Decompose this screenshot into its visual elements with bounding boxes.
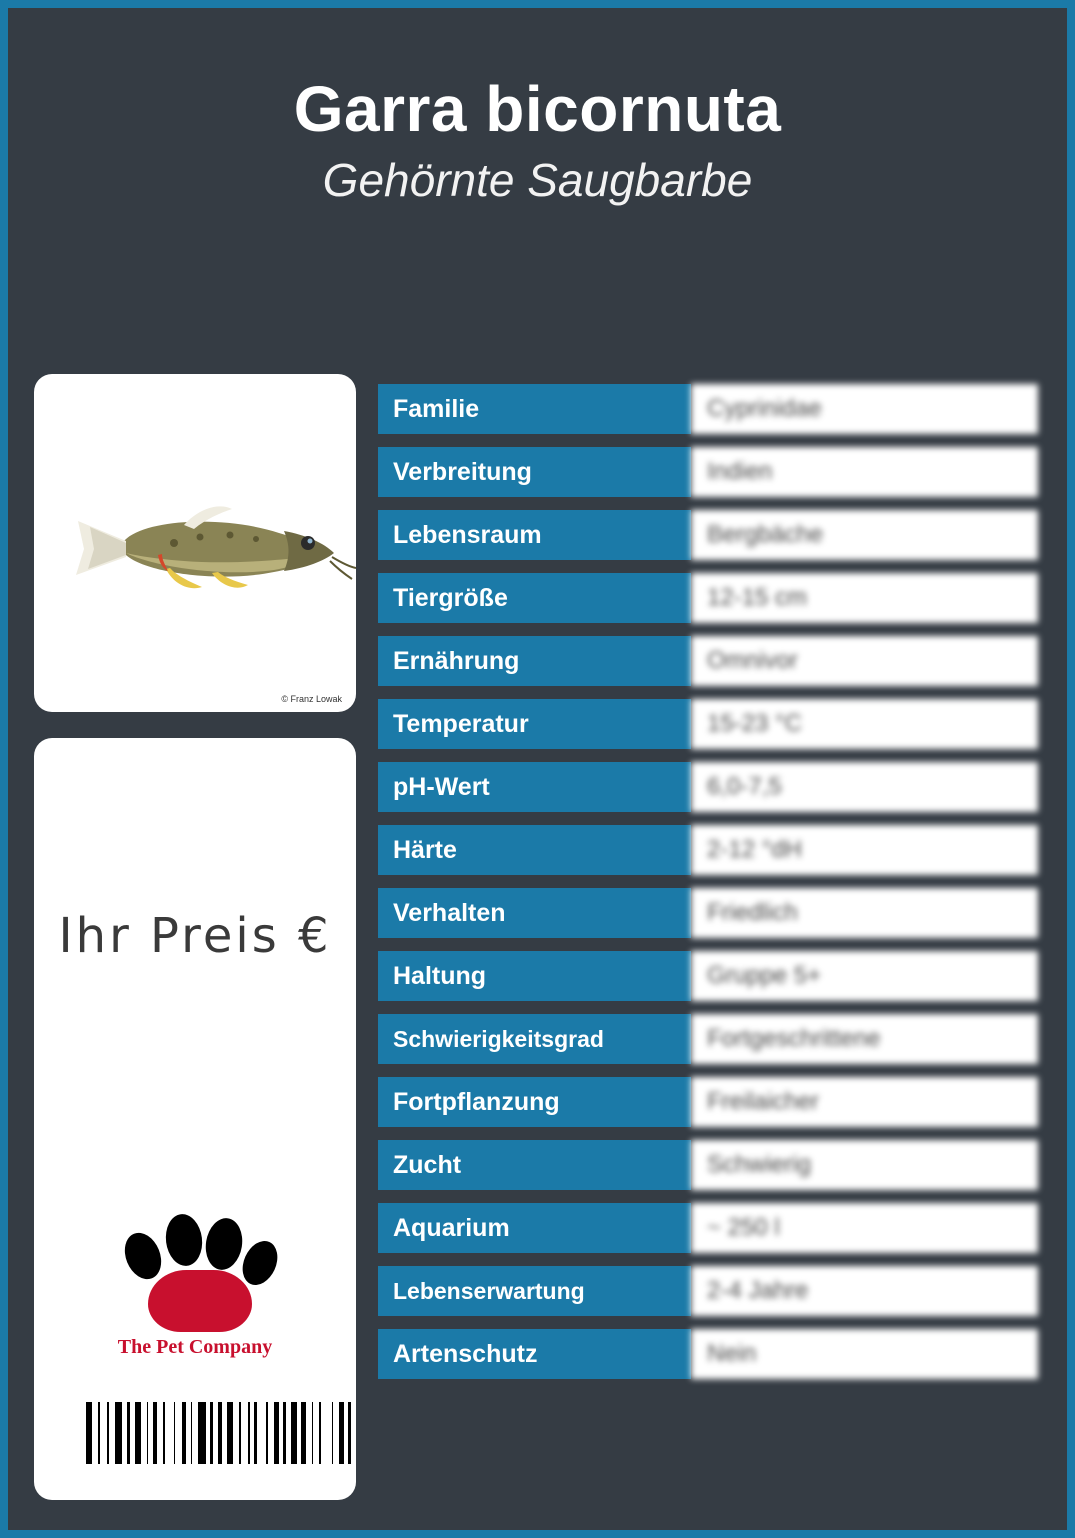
left-column [34,374,356,1500]
poster-header [8,8,1067,308]
table-row [378,1329,1038,1379]
price-label: Ihr Preis € [58,908,332,964]
table-row-value: Omnivor [691,636,1038,686]
table-row-value: Indien [691,447,1038,497]
table-row-label: Schwierigkeitsgrad [378,1014,691,1064]
barcode-bar [198,1402,206,1464]
species-info-poster [8,8,1067,1530]
table-row-label: Temperatur [378,699,691,749]
table-row-value: 6,0-7,5 [691,762,1038,812]
table-row-value: Schwierig [691,1140,1038,1190]
table-row-label: Härte [378,825,691,875]
table-row [378,510,1038,560]
barcode-bar [115,1402,123,1464]
table-row-value: 2-4 Jahre [691,1266,1038,1316]
fish-icon [34,469,356,619]
table-row [378,699,1038,749]
table-row-label: Zucht [378,1140,691,1190]
photo-credit: © Franz Lowak [281,694,342,704]
table-row [378,447,1038,497]
table-row [378,762,1038,812]
table-row-value: Friedlich [691,888,1038,938]
table-row [378,951,1038,1001]
table-row-value: Bergbäche [691,510,1038,560]
table-row-label: Familie [378,384,691,434]
table-row-label: Fortpflanzung [378,1077,691,1127]
paw-print-icon [100,1210,290,1330]
table-row-label: Verbreitung [378,447,691,497]
table-row-value: Nein [691,1329,1038,1379]
price-card [34,738,356,1500]
table-row-value: ~ 250 l [691,1203,1038,1253]
table-row-value: Cyprinidae [691,384,1038,434]
table-row-label: Verhalten [378,888,691,938]
table-row [378,1203,1038,1253]
table-row-value: Fortgeschrittene [691,1014,1038,1064]
table-row [378,825,1038,875]
fish-photo-card [34,374,356,712]
company-name: The Pet Company [117,1336,273,1358]
page-title: Garra bicornuta [293,73,782,145]
barcode-bar [322,1402,330,1464]
table-row [378,384,1038,434]
table-row-label: pH-Wert [378,762,691,812]
table-row [378,573,1038,623]
table-row-label: Lebensraum [378,510,691,560]
table-row-label: Lebenserwartung [378,1266,691,1316]
table-row [378,1077,1038,1127]
fish-illustration [34,469,356,619]
table-row-label: Artenschutz [378,1329,691,1379]
table-row-label: Haltung [378,951,691,1001]
table-row-value: Gruppe 5+ [691,951,1038,1001]
table-row-value: 15-23 °C [691,699,1038,749]
table-row [378,1266,1038,1316]
table-row-label: Ernährung [378,636,691,686]
table-row-label: Tiergröße [378,573,691,623]
table-row-value: 12-15 cm [691,573,1038,623]
table-row [378,1140,1038,1190]
table-row-value: Freilaicher [691,1077,1038,1127]
attributes-table [378,384,1038,1392]
table-row-value: 2-12 °dH [691,825,1038,875]
table-row [378,636,1038,686]
page-subtitle: Gehörnte Saugbarbe [322,154,753,207]
table-row-label: Aquarium [378,1203,691,1253]
table-row [378,1014,1038,1064]
company-logo [34,1210,356,1359]
barcode [86,1402,356,1464]
table-row [378,888,1038,938]
